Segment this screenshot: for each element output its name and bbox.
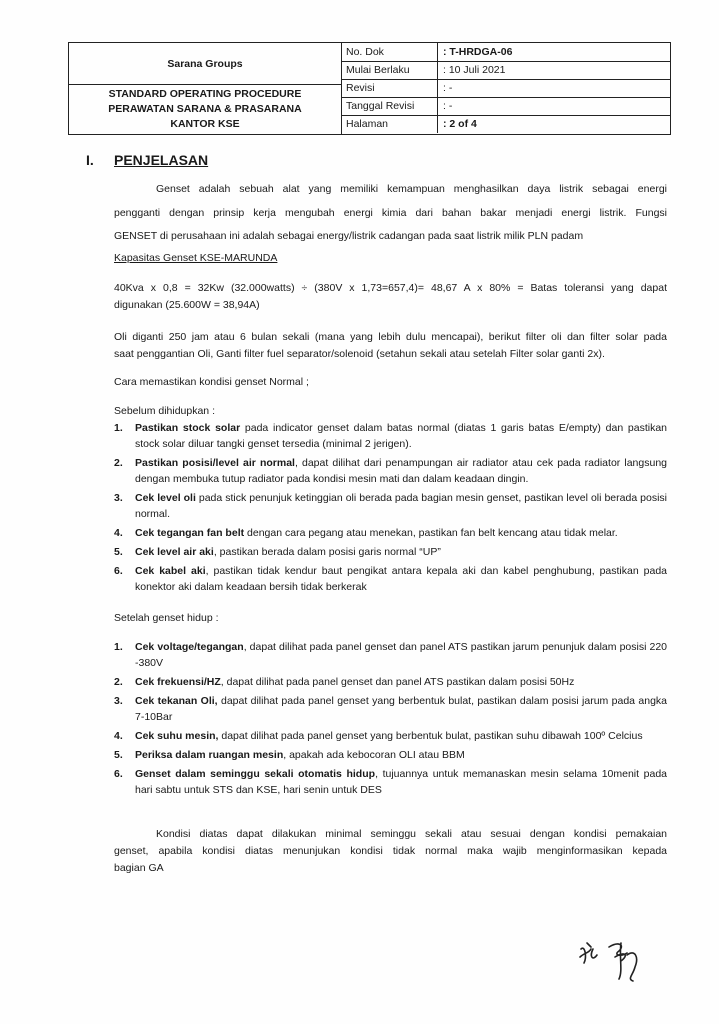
list-item: 4. Cek tegangan fan belt dengan cara pegang atau menekan, pastikan fan belt kencang atau tidak melar. <box>114 527 618 539</box>
sop-title-line: STANDARD OPERATING PROCEDURE <box>108 88 302 100</box>
intro-line: Genset adalah sebuah alat yang memiliki kemampuan menghasilkan daya listrik sebagai energi <box>156 183 667 195</box>
oil-paragraph <box>114 329 667 363</box>
list-item: 3. Cek level oli pada stick penunjuk ketinggian oli berada pada bagian mesin genset, pastikan level oli berada posisi normal. <box>114 492 667 520</box>
list-item: 3. Cek tekanan Oli, dapat dilihat pada panel genset yang berbentuk bulat, pastikan dalam posisi jarum pada angka 7-10Bar <box>114 695 667 723</box>
meta-value: : 10 Juli 2021 <box>443 64 506 76</box>
organization-name: Sarana Groups <box>69 43 341 85</box>
meta-key: Mulai Berlaku <box>346 64 410 76</box>
meta-row-effective-date <box>341 61 670 80</box>
closing-line: Kondisi diatas dapat dilakukan minimal seminggu sekali atau sesuai dengan kondisi pemakaian <box>156 828 667 840</box>
section-number: I. <box>86 152 94 168</box>
meta-key: Revisi <box>346 82 375 94</box>
section-title: PENJELASAN <box>114 152 209 168</box>
list-item: 2. Pastikan posisi/level air normal, dapat dilihat dari penampungan air radiator atau cek pada radiator langsung dengan membuka tutup radiator pada kondisi mesin mati dan dalam keadaan dingin. <box>114 457 668 485</box>
header-left-column <box>69 43 342 134</box>
document-header-table <box>68 42 671 135</box>
list-item: 6. Genset dalam seminggu sekali otomatis hidup, tujuannya untuk memanaskan mesin selama 10menit pada hari sabtu untuk STS dan KSE, hari senin untuk DES <box>114 768 668 796</box>
closing-paragraph <box>114 826 667 877</box>
after-start-list <box>114 639 667 801</box>
intro-paragraph <box>114 181 667 245</box>
capacity-heading <box>114 250 667 267</box>
meta-key: Halaman <box>346 118 389 130</box>
header-meta-column <box>341 43 670 134</box>
closing-line: bagian GA <box>114 862 164 874</box>
list-item: 4. Cek suhu mesin, dapat dilihat pada panel genset yang berbentuk bulat, pastikan suhu dibawah 100º Celcius <box>114 730 643 742</box>
list-item: 5. Cek level air aki, pastikan berada dalam posisi garis normal “UP” <box>114 546 441 558</box>
meta-row-page <box>341 115 670 133</box>
meta-row-revision-date <box>341 97 670 116</box>
capacity-paragraph <box>114 280 667 314</box>
before-heading: Sebelum dihidupkan : <box>114 405 215 417</box>
list-item: 6. Cek kabel aki, pastikan tidak kendur baut pengikat antara kepala aki dan kabel penghubung, pastikan pada konektor aki dalam keadaan bersih tidak berkerak <box>114 565 668 593</box>
sop-title-line: PERAWATAN SARANA & PRASARANA <box>108 103 302 115</box>
meta-row-doc-no <box>341 43 670 62</box>
meta-value: : T-HRDGA-06 <box>443 46 513 58</box>
list-item: 1. Cek voltage/tegangan, dapat dilihat pada panel genset dan panel ATS pastikan jarum penunjuk dalam posisi 220 -380V <box>114 641 668 669</box>
intro-line: GENSET di perusahaan ini adalah sebagai energy/listrik cadangan pada saat listrik milik PLN padam <box>114 230 584 242</box>
list-item: 2. Cek frekuensi/HZ, dapat dilihat pada panel genset dan panel ATS pastikan dalam posisi 50Hz <box>114 676 575 688</box>
meta-row-revision <box>341 79 670 98</box>
meta-value: : 2 of 4 <box>443 118 477 130</box>
closing-line: genset, apabila kondisi diatas menunjukan kondisi tidak normal maka wajib menginformasikan kepada <box>114 845 667 857</box>
list-item: 1. Pastikan stock solar pada indicator genset dalam batas normal (diatas 1 garis batas E/empty) dan pastikan stock solar diluar tangki genset tersedia (minimal 2 jerigen). <box>114 422 667 450</box>
capacity-line: 40Kva x 0,8 = 32Kw (32.000watts) ÷ (380V x 1,73=657,4)= 48,67 A x 80% = Batas toleransi yang dapat <box>114 282 667 294</box>
meta-key: Tanggal Revisi <box>346 100 415 112</box>
intro-line: pengganti dengan prinsip kerja mengubah energi kimia dari bahan bakar menjadi energi listrik. Fungsi <box>114 207 667 219</box>
oil-line: Oli diganti 250 jam atau 6 bulan sekali (mana yang lebih dulu mencapai), berikut filter oli dan filter solar pada <box>114 331 667 343</box>
sop-title <box>69 85 341 134</box>
meta-key: No. Dok <box>346 46 384 58</box>
oil-line: saat penggantian Oli, Ganti filter fuel separator/solenoid (setahun sekali atau setelah Filter solar ganti 2x). <box>114 348 605 360</box>
check-intro: Cara memastikan kondisi genset Normal ; <box>114 376 309 388</box>
capacity-heading-text: Kapasitas Genset KSE-MARUNDA <box>114 252 278 264</box>
before-start-list <box>114 420 667 598</box>
capacity-line: digunakan (25.600W = 38,94A) <box>114 299 260 311</box>
sop-title-line: KANTOR KSE <box>170 118 240 130</box>
list-item: 5. Periksa dalam ruangan mesin, apakah ada kebocoran OLI atau BBM <box>114 749 465 761</box>
handwritten-initials <box>575 935 655 990</box>
after-heading: Setelah genset hidup : <box>114 612 219 624</box>
meta-value: : - <box>443 82 453 94</box>
meta-value: : - <box>443 100 453 112</box>
